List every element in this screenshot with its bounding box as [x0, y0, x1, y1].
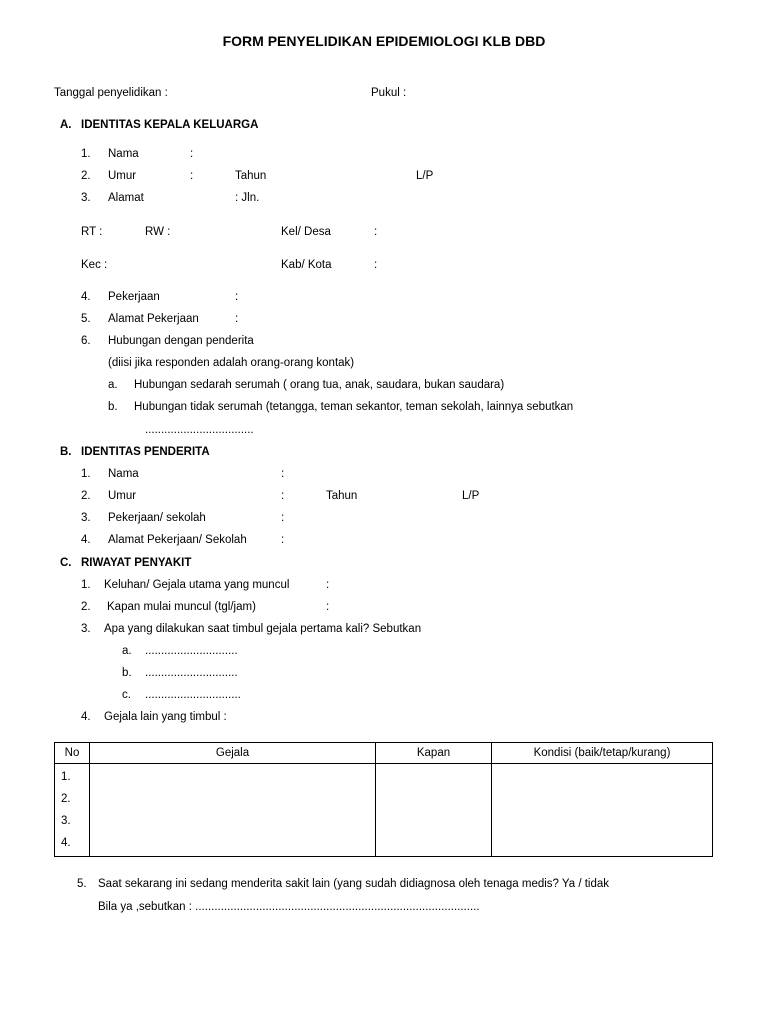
a-pekerjaan-colon: : [235, 291, 239, 303]
a-option-a-letter: a. [108, 379, 118, 391]
b-nama-colon: : [281, 468, 285, 480]
tanggal-label: Tanggal penyelidikan : [54, 87, 168, 99]
a-hubungan-note: (diisi jika responden adalah orang-orang kontak) [108, 357, 355, 369]
a-option-b-text: Hubungan tidak serumah (tetangga, teman sekantor, teman sekolah, lainnya sebutkan [134, 401, 574, 413]
c-q3-c-letter: c. [122, 689, 131, 701]
c-q3-a-dots: ............................. [145, 645, 238, 657]
a-pekerjaan-num: 4. [81, 291, 91, 303]
col-header-kondisi: Kondisi (baik/tetap/kurang) [492, 743, 713, 764]
a-alamat-pekerjaan-colon: : [235, 313, 239, 325]
b-nama-num: 1. [81, 468, 91, 480]
b-umur-label: Umur [108, 490, 137, 502]
b-pekerjaan-colon: : [281, 512, 285, 524]
a-lp-label: L/P [416, 170, 434, 182]
kapan-cell[interactable] [376, 764, 492, 857]
a-tahun-label: Tahun [235, 170, 267, 182]
kab-kota-label: Kab/ Kota [281, 259, 332, 271]
c-q5-num: 5. [77, 878, 87, 890]
b-tahun-label: Tahun [326, 490, 358, 502]
a-umur-label: Umur [108, 170, 137, 182]
kel-desa-label: Kel/ Desa [281, 226, 331, 238]
c-q3-b-letter: b. [122, 667, 132, 679]
row-number: 3. [61, 815, 71, 827]
a-nama-num: 1. [81, 148, 91, 160]
a-pekerjaan-label: Pekerjaan [108, 291, 160, 303]
kel-desa-colon: : [374, 226, 378, 238]
c-q1-label: Keluhan/ Gejala utama yang muncul [104, 579, 290, 591]
a-alamat-num: 3. [81, 192, 91, 204]
section-c-letter: C. [60, 557, 72, 569]
c-q4-num: 4. [81, 711, 91, 723]
b-pekerjaan-num: 3. [81, 512, 91, 524]
a-alamat-pekerjaan-num: 5. [81, 313, 91, 325]
gejala-table [54, 742, 713, 857]
b-alamat-colon: : [281, 534, 285, 546]
c-q3-b-dots: ............................. [145, 667, 238, 679]
c-q3-label: Apa yang dilakukan saat timbul gejala pertama kali? Sebutkan [104, 623, 422, 635]
b-umur-num: 2. [81, 490, 91, 502]
pukul-label: Pukul : [371, 87, 407, 99]
a-option-b-letter: b. [108, 401, 118, 413]
col-header-kapan: Kapan [376, 743, 492, 764]
row-number: 1. [61, 771, 71, 783]
table-header-row [55, 743, 713, 764]
a-nama-colon: : [190, 148, 194, 160]
a-hubungan-num: 6. [81, 335, 91, 347]
c-q1-num: 1. [81, 579, 91, 591]
c-q1-colon: : [326, 579, 330, 591]
section-a-heading: IDENTITAS KEPALA KELUARGA [81, 119, 259, 131]
section-b-letter: B. [60, 446, 72, 458]
a-umur-num: 2. [81, 170, 91, 182]
c-q5-label: Saat sekarang ini sedang menderita sakit lain (yang sudah didiagnosa oleh tenaga medis? Ya / tidak [98, 878, 610, 890]
c-q2-colon: : [326, 601, 330, 613]
col-header-gejala: Gejala [90, 743, 376, 764]
a-hubungan-label: Hubungan dengan penderita [108, 335, 254, 347]
c-q2-label: Kapan mulai muncul (tgl/jam) [107, 601, 256, 613]
c-q4-label: Gejala lain yang timbul : [104, 711, 227, 723]
c-q3-num: 3. [81, 623, 91, 635]
b-umur-colon: : [281, 490, 285, 502]
kab-kota-colon: : [374, 259, 378, 271]
rt-label: RT : [81, 226, 103, 238]
kondisi-cell[interactable] [492, 764, 713, 857]
a-alamat-value: : Jln. [235, 192, 260, 204]
no-cell [55, 764, 90, 857]
b-alamat-num: 4. [81, 534, 91, 546]
gejala-cell[interactable] [90, 764, 376, 857]
a-alamat-pekerjaan-label: Alamat Pekerjaan [108, 313, 199, 325]
b-pekerjaan-label: Pekerjaan/ sekolah [108, 512, 206, 524]
a-alamat-label: Alamat [108, 192, 144, 204]
a-umur-colon: : [190, 170, 194, 182]
section-b-heading: IDENTITAS PENDERITA [81, 446, 210, 458]
row-number: 4. [61, 837, 71, 849]
rw-label: RW : [145, 226, 171, 238]
c-q3-c-dots: .............................. [145, 689, 241, 701]
section-c-heading: RIWAYAT PENYAKIT [81, 557, 192, 569]
row-number: 2. [61, 793, 71, 805]
a-nama-label: Nama [108, 148, 139, 160]
c-q3-a-letter: a. [122, 645, 132, 657]
section-a-letter: A. [60, 119, 72, 131]
form-title: FORM PENYELIDIKAN EPIDEMIOLOGI KLB DBD [222, 33, 546, 49]
b-lp-label: L/P [462, 490, 480, 502]
kec-label: Kec : [81, 259, 108, 271]
col-header-no: No [55, 743, 90, 764]
c-q5-followup: Bila ya ,sebutkan : ......................................................................................... [98, 901, 480, 913]
b-nama-label: Nama [108, 468, 139, 480]
table-body-row [55, 764, 713, 857]
b-alamat-label: Alamat Pekerjaan/ Sekolah [108, 534, 247, 546]
c-q2-num: 2. [81, 601, 91, 613]
a-option-b-dots: .................................. [145, 424, 254, 436]
a-option-a-text: Hubungan sedarah serumah ( orang tua, anak, saudara, bukan saudara) [134, 379, 505, 391]
